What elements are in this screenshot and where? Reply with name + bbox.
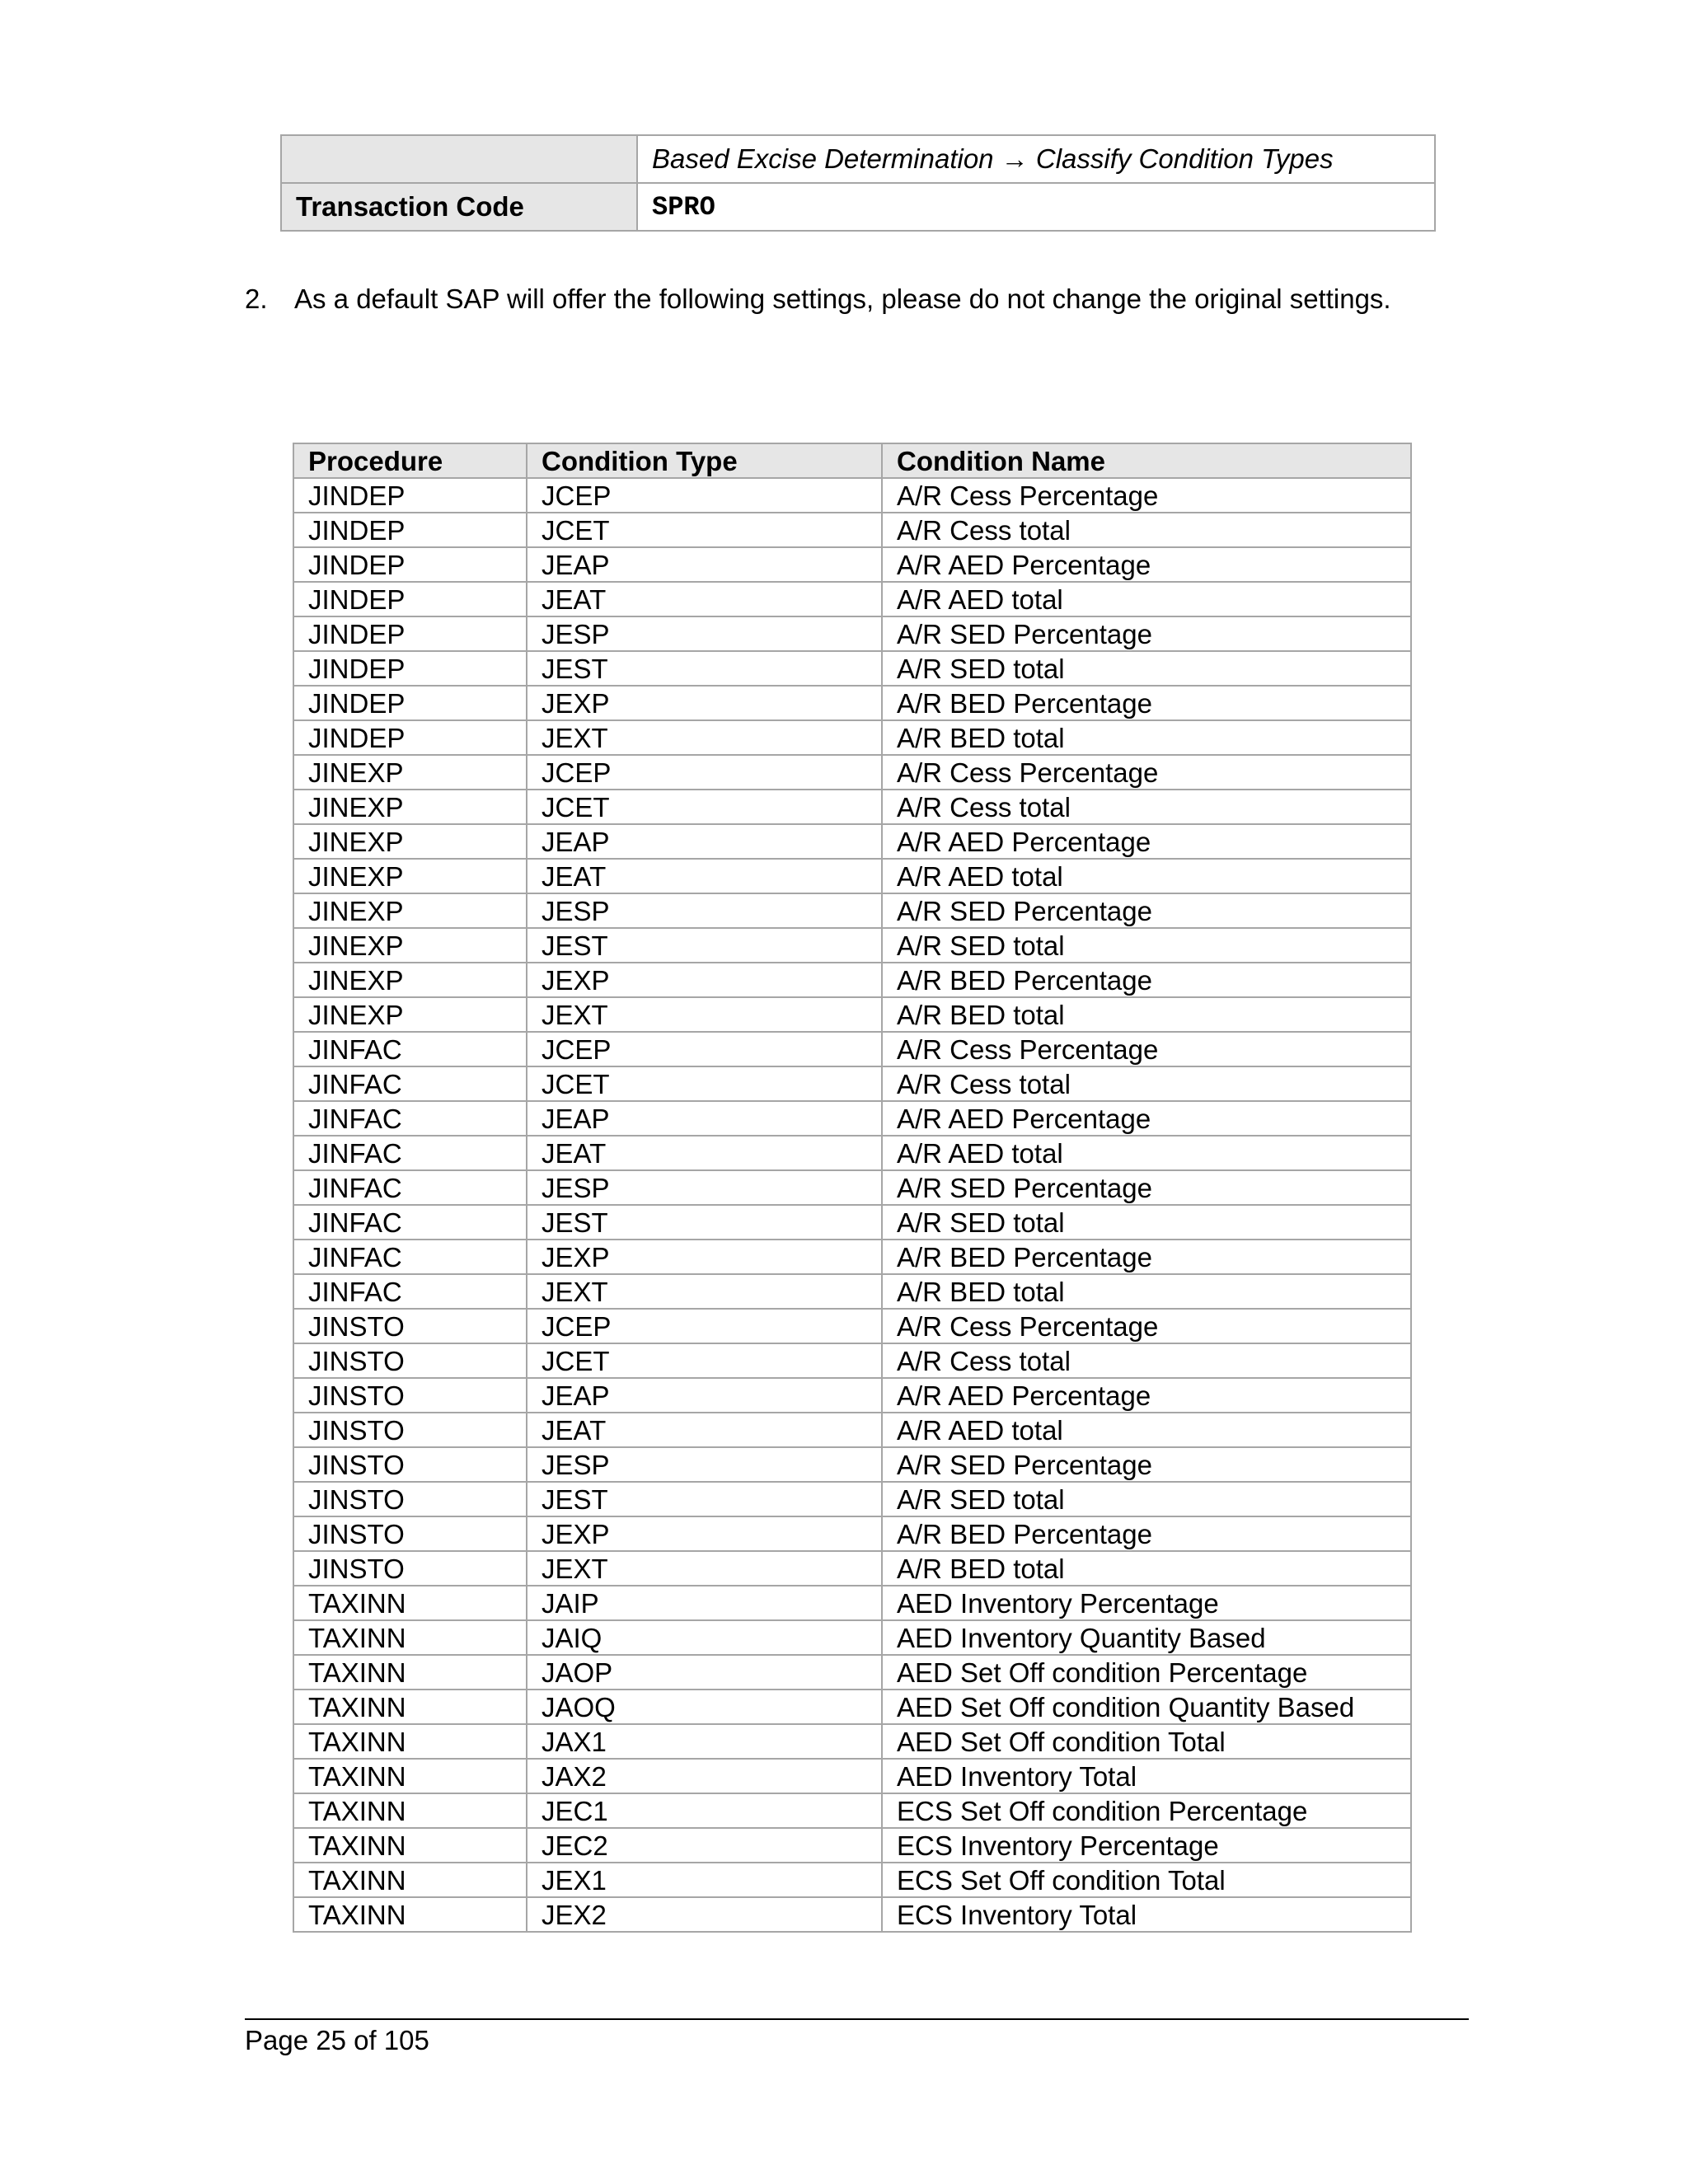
procedure-cell: JINDEP	[293, 720, 527, 755]
page-number: Page 25 of 105	[245, 2025, 429, 2055]
condition-name-cell: A/R BED total	[882, 997, 1411, 1032]
procedure-cell: TAXINN	[293, 1897, 527, 1932]
condition-type-cell: JAIP	[527, 1586, 882, 1620]
condition-type-cell: JEC1	[527, 1793, 882, 1828]
condition-name-cell: AED Inventory Total	[882, 1759, 1411, 1793]
condition-name-cell: AED Inventory Percentage	[882, 1586, 1411, 1620]
procedure-cell: TAXINN	[293, 1620, 527, 1655]
condition-type-cell: JEAP	[527, 824, 882, 859]
procedure-cell: JINEXP	[293, 928, 527, 963]
menu-path-value: Based Excise Determination → Classify Condition Types	[637, 135, 1435, 183]
condition-type-cell: JAX2	[527, 1759, 882, 1793]
condition-name-cell: ECS Set Off condition Total	[882, 1863, 1411, 1897]
condition-type-cell: JEXT	[527, 997, 882, 1032]
table-body	[293, 478, 1411, 1932]
procedure-cell: JINSTO	[293, 1378, 527, 1413]
condition-type-cell: JCEP	[527, 755, 882, 790]
table-row	[293, 1309, 1411, 1343]
condition-name-cell: A/R BED total	[882, 720, 1411, 755]
table-row	[293, 1413, 1411, 1447]
table-row	[293, 651, 1411, 686]
condition-name-cell: A/R SED total	[882, 1205, 1411, 1240]
condition-type-cell: JCET	[527, 1343, 882, 1378]
condition-type-cell: JCET	[527, 1066, 882, 1101]
table-row	[293, 1343, 1411, 1378]
procedure-cell: JINEXP	[293, 859, 527, 893]
procedure-cell: JINFAC	[293, 1066, 527, 1101]
procedure-cell: JINSTO	[293, 1343, 527, 1378]
table-row	[293, 755, 1411, 790]
step-number: 2.	[245, 284, 268, 314]
procedure-cell: TAXINN	[293, 1724, 527, 1759]
table-row	[293, 997, 1411, 1032]
table-row	[293, 824, 1411, 859]
condition-type-cell: JEST	[527, 928, 882, 963]
table-row	[293, 963, 1411, 997]
procedure-cell: JINSTO	[293, 1551, 527, 1586]
condition-name-cell: A/R AED Percentage	[882, 824, 1411, 859]
table-row	[293, 686, 1411, 720]
procedure-cell: TAXINN	[293, 1828, 527, 1863]
condition-type-cell: JCET	[527, 513, 882, 547]
table-row	[293, 1655, 1411, 1690]
procedure-cell: JINEXP	[293, 893, 527, 928]
table-row	[293, 1586, 1411, 1620]
condition-name-cell: A/R AED Percentage	[882, 1378, 1411, 1413]
procedure-cell: JINFAC	[293, 1136, 527, 1170]
procedure-cell: JINDEP	[293, 651, 527, 686]
condition-name-cell: A/R AED total	[882, 1413, 1411, 1447]
procedure-cell: JINEXP	[293, 824, 527, 859]
condition-name-cell: A/R Cess Percentage	[882, 755, 1411, 790]
footer-divider	[245, 2018, 1469, 2020]
menu-path-label-cell	[281, 135, 637, 183]
condition-type-cell: JEX1	[527, 1863, 882, 1897]
table-row	[293, 1240, 1411, 1274]
condition-type-cell: JEAT	[527, 1413, 882, 1447]
condition-type-cell: JCET	[527, 790, 882, 824]
procedure-cell: TAXINN	[293, 1793, 527, 1828]
procedure-cell: JINFAC	[293, 1170, 527, 1205]
table-row	[293, 1551, 1411, 1586]
procedure-cell: JINFAC	[293, 1274, 527, 1309]
table-row	[293, 1724, 1411, 1759]
condition-name-cell: A/R BED total	[882, 1551, 1411, 1586]
condition-type-cell: JEST	[527, 1205, 882, 1240]
step-text: As a default SAP will offer the following settings, please do not change the original settings.	[294, 284, 1391, 314]
table-row	[293, 1066, 1411, 1101]
condition-type-cell: JEST	[527, 651, 882, 686]
condition-name-cell: ECS Inventory Percentage	[882, 1828, 1411, 1863]
condition-name-cell: A/R Cess Percentage	[882, 1309, 1411, 1343]
table-row	[293, 547, 1411, 582]
condition-type-cell: JESP	[527, 616, 882, 651]
procedure-cell: JINDEP	[293, 478, 527, 513]
table-row	[293, 616, 1411, 651]
table-row	[293, 1482, 1411, 1516]
condition-types-table	[293, 443, 1412, 1933]
table-row	[293, 1032, 1411, 1066]
condition-name-cell: A/R AED Percentage	[882, 547, 1411, 582]
table-row	[293, 478, 1411, 513]
table-row	[293, 859, 1411, 893]
table-row	[293, 893, 1411, 928]
condition-type-cell: JEX2	[527, 1897, 882, 1932]
procedure-cell: TAXINN	[293, 1690, 527, 1724]
condition-name-cell: AED Inventory Quantity Based	[882, 1620, 1411, 1655]
condition-type-cell: JESP	[527, 1447, 882, 1482]
condition-type-cell: JEXP	[527, 1516, 882, 1551]
procedure-cell: JINFAC	[293, 1032, 527, 1066]
procedure-cell: JINEXP	[293, 790, 527, 824]
condition-type-cell: JEAP	[527, 1378, 882, 1413]
procedure-cell: JINSTO	[293, 1482, 527, 1516]
condition-name-cell: A/R BED total	[882, 1274, 1411, 1309]
condition-name-cell: A/R AED total	[882, 859, 1411, 893]
table-row	[293, 1378, 1411, 1413]
condition-type-cell: JAX1	[527, 1724, 882, 1759]
procedure-cell: JINEXP	[293, 963, 527, 997]
condition-name-cell: A/R Cess total	[882, 1343, 1411, 1378]
condition-type-cell: JEXT	[527, 720, 882, 755]
table-row	[293, 1759, 1411, 1793]
table-row	[293, 1690, 1411, 1724]
condition-type-cell: JCEP	[527, 1309, 882, 1343]
table-header-row	[293, 443, 1411, 478]
condition-name-cell: A/R Cess total	[882, 790, 1411, 824]
condition-name-cell: A/R AED total	[882, 582, 1411, 616]
table-row	[293, 790, 1411, 824]
table-row	[293, 1136, 1411, 1170]
transaction-code-label: Transaction Code	[281, 183, 637, 231]
condition-name-cell: A/R Cess total	[882, 513, 1411, 547]
condition-type-cell: JEXT	[527, 1551, 882, 1586]
table-row	[293, 1447, 1411, 1482]
procedure-cell: JINDEP	[293, 582, 527, 616]
condition-type-cell: JESP	[527, 893, 882, 928]
procedure-cell: JINSTO	[293, 1309, 527, 1343]
table-row	[293, 513, 1411, 547]
condition-type-cell: JEAP	[527, 547, 882, 582]
procedure-cell: JINSTO	[293, 1447, 527, 1482]
procedure-cell: JINDEP	[293, 616, 527, 651]
condition-name-cell: A/R BED Percentage	[882, 1240, 1411, 1274]
condition-name-cell: A/R AED total	[882, 1136, 1411, 1170]
procedure-cell: TAXINN	[293, 1863, 527, 1897]
table-row	[293, 1170, 1411, 1205]
condition-name-cell: A/R AED Percentage	[882, 1101, 1411, 1136]
condition-name-cell: A/R SED total	[882, 1482, 1411, 1516]
condition-name-cell: ECS Inventory Total	[882, 1897, 1411, 1932]
condition-type-cell: JEAT	[527, 859, 882, 893]
condition-name-cell: A/R BED Percentage	[882, 963, 1411, 997]
transaction-code-row	[281, 183, 1435, 231]
procedure-cell: JINDEP	[293, 547, 527, 582]
condition-type-cell: JEXP	[527, 686, 882, 720]
transaction-info-table	[280, 134, 1436, 232]
procedure-cell: JINEXP	[293, 997, 527, 1032]
procedure-cell: JINDEP	[293, 686, 527, 720]
condition-type-cell: JAIQ	[527, 1620, 882, 1655]
condition-name-cell: AED Set Off condition Quantity Based	[882, 1690, 1411, 1724]
procedure-cell: JINFAC	[293, 1205, 527, 1240]
condition-name-cell: A/R SED total	[882, 928, 1411, 963]
column-header-condition-type: Condition Type	[527, 443, 882, 478]
condition-name-cell: A/R BED Percentage	[882, 686, 1411, 720]
step-instruction	[245, 284, 1391, 315]
condition-name-cell: AED Set Off condition Percentage	[882, 1655, 1411, 1690]
condition-type-cell: JEAP	[527, 1101, 882, 1136]
table-row	[293, 1897, 1411, 1932]
procedure-cell: JINSTO	[293, 1516, 527, 1551]
condition-name-cell: A/R Cess total	[882, 1066, 1411, 1101]
table-row	[293, 1793, 1411, 1828]
table-row	[293, 1620, 1411, 1655]
procedure-cell: TAXINN	[293, 1655, 527, 1690]
table-row	[293, 582, 1411, 616]
condition-type-cell: JEAT	[527, 582, 882, 616]
menu-path-row	[281, 135, 1435, 183]
condition-type-cell: JEXP	[527, 1240, 882, 1274]
condition-type-cell: JAOQ	[527, 1690, 882, 1724]
condition-name-cell: AED Set Off condition Total	[882, 1724, 1411, 1759]
condition-name-cell: A/R Cess Percentage	[882, 1032, 1411, 1066]
column-header-procedure: Procedure	[293, 443, 527, 478]
condition-type-cell: JCEP	[527, 1032, 882, 1066]
table-row	[293, 1205, 1411, 1240]
condition-type-cell: JCEP	[527, 478, 882, 513]
table-row	[293, 1274, 1411, 1309]
table-row	[293, 928, 1411, 963]
column-header-condition-name: Condition Name	[882, 443, 1411, 478]
procedure-cell: JINDEP	[293, 513, 527, 547]
condition-type-cell: JEAT	[527, 1136, 882, 1170]
procedure-cell: TAXINN	[293, 1759, 527, 1793]
table-row	[293, 720, 1411, 755]
condition-name-cell: A/R BED Percentage	[882, 1516, 1411, 1551]
transaction-code-value: SPRO	[637, 183, 1435, 231]
condition-name-cell: A/R SED Percentage	[882, 616, 1411, 651]
condition-type-cell: JESP	[527, 1170, 882, 1205]
condition-name-cell: A/R SED total	[882, 651, 1411, 686]
condition-name-cell: A/R Cess Percentage	[882, 478, 1411, 513]
condition-name-cell: ECS Set Off condition Percentage	[882, 1793, 1411, 1828]
procedure-cell: TAXINN	[293, 1586, 527, 1620]
procedure-cell: JINSTO	[293, 1413, 527, 1447]
table-row	[293, 1101, 1411, 1136]
condition-type-cell: JAOP	[527, 1655, 882, 1690]
procedure-cell: JINEXP	[293, 755, 527, 790]
condition-type-cell: JEC2	[527, 1828, 882, 1863]
condition-type-cell: JEST	[527, 1482, 882, 1516]
table-row	[293, 1863, 1411, 1897]
condition-name-cell: A/R SED Percentage	[882, 1447, 1411, 1482]
table-row	[293, 1828, 1411, 1863]
condition-name-cell: A/R SED Percentage	[882, 893, 1411, 928]
condition-name-cell: A/R SED Percentage	[882, 1170, 1411, 1205]
condition-type-cell: JEXP	[527, 963, 882, 997]
procedure-cell: JINFAC	[293, 1240, 527, 1274]
condition-type-cell: JEXT	[527, 1274, 882, 1309]
procedure-cell: JINFAC	[293, 1101, 527, 1136]
table-row	[293, 1516, 1411, 1551]
